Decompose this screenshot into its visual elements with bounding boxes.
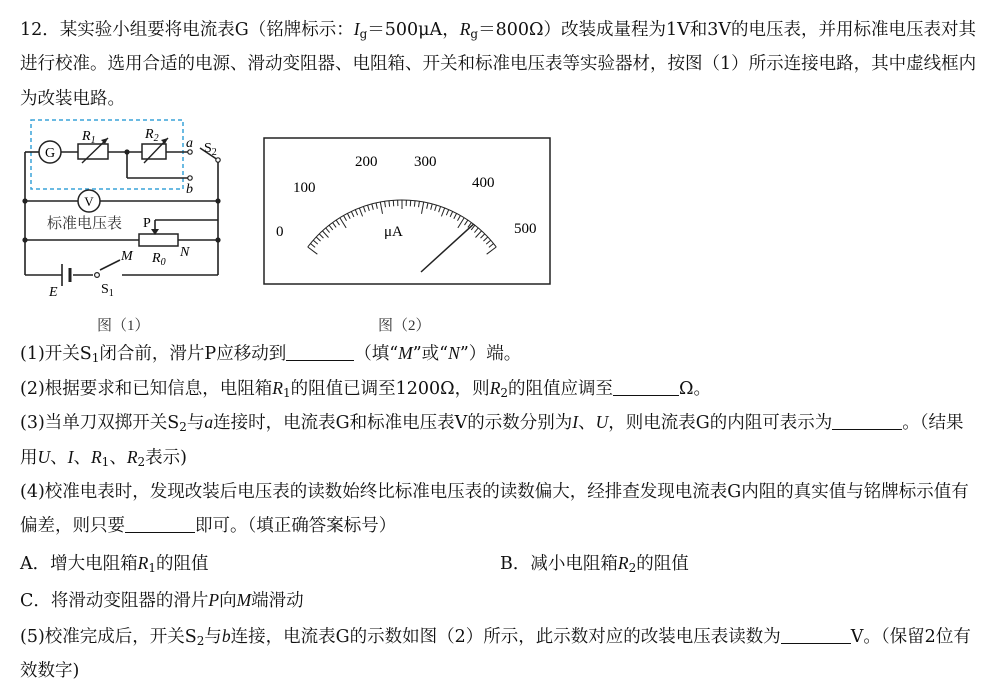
- terminal-a-label: a: [186, 136, 193, 151]
- tick-label-400: 400: [472, 175, 495, 191]
- r2-resistor-box: [142, 144, 166, 159]
- question-4-line-2: 偏差，则只要 即可。（填正确答案标号）: [20, 516, 397, 536]
- question-3: (3)当单刀双掷开关$S_2$与a连接时，电流表G和标准电压表V的示数分别为I、U，则电流表G的内阻可表示为 。（结果: [20, 412, 964, 434]
- option-c[interactable]: C．将滑动变阻器的滑片P向M端滑动: [20, 590, 304, 611]
- terminal-b-label: b: [186, 182, 193, 197]
- answer-blank-3[interactable]: [832, 413, 902, 430]
- s2-label: $S_2$: [204, 141, 217, 158]
- rg-subscript: g: [470, 27, 479, 41]
- answer-blank-4[interactable]: [125, 516, 195, 533]
- ig-symbol: I: [353, 19, 360, 39]
- answer-blank-5[interactable]: [781, 627, 851, 644]
- rg-value: ＝800Ω）改装成量程为1V和3V的电压表，并用标准电压表对其: [478, 20, 977, 40]
- circuit-diagram: [0, 112, 240, 334]
- s1-label: $S_1$: [101, 282, 114, 299]
- r2-label: $R_2$: [145, 127, 159, 144]
- switch-s1-icon: [95, 273, 100, 278]
- rheostat-r0-box: [139, 234, 178, 246]
- answer-blank-2[interactable]: [613, 379, 679, 396]
- ig-value: ＝500μA，: [367, 20, 460, 40]
- end-n-label: N: [180, 245, 190, 260]
- r1-label: $R_1$: [82, 129, 96, 146]
- battery-e-label: E: [49, 285, 58, 300]
- question-3-line-2: 用U、I、$R_1$、$R_2$表示): [20, 447, 187, 469]
- question-1: (1)开关$S_1$闭合前，滑片P应移动到 （填“M”或“N”）端。: [20, 343, 522, 365]
- v-label: V: [84, 194, 94, 209]
- g-label: G: [44, 146, 56, 161]
- ig-subscript: g: [359, 27, 368, 41]
- standard-voltmeter-label: 标准电压表: [47, 216, 123, 232]
- problem-line-3: 为改装电路。: [20, 89, 125, 109]
- unit-label: μA: [384, 224, 403, 240]
- question-5-line-2: 效数字): [20, 661, 80, 681]
- problem-number: 12．: [20, 20, 60, 40]
- rg-symbol: R: [459, 19, 471, 39]
- tick-label-500: 500: [514, 221, 537, 237]
- figure1-caption: 图（1）: [97, 318, 150, 334]
- meter-dial: [255, 132, 565, 337]
- end-m-label: M: [121, 249, 133, 264]
- r0-label: $R_0$: [152, 251, 166, 268]
- intro-text: 某实验小组要将电流表G（铭牌标示：: [59, 20, 354, 40]
- figure2-caption: 图（2）: [378, 318, 431, 334]
- tick-label-300: 300: [414, 154, 437, 170]
- dial-tick: [389, 201, 390, 207]
- question-4: (4)校准电表时，发现改装后电压表的读数始终比标准电压表的读数偏大，经排查发现电流表G内阻的真实值与铭牌标示值有: [20, 482, 969, 502]
- tick-label-0: 0: [276, 224, 284, 240]
- meter-frame: [264, 138, 550, 284]
- question-2: (2)根据要求和已知信息，电阻箱$R_1$的阻值已调至1200Ω，则$R_2$的阻值应调至 Ω。: [20, 378, 712, 400]
- problem-line-1: [20, 17, 976, 46]
- problem-line-2: 进行校准。选用合适的电源、滑动变阻器、电阻箱、开关和标准电压表等实验器材，按图（1）所示连接电路，其中虚线框内: [20, 54, 977, 74]
- option-a[interactable]: A．增大电阻箱$R_1$的阻值: [20, 553, 209, 575]
- tick-label-100: 100: [293, 180, 316, 196]
- question-5: (5)校准完成后，开关$S_2$与b连接，电流表G的示数如图（2）所示，此示数对应的改装电压表读数为 V。（保留2位有: [20, 626, 971, 648]
- tick-label-200: 200: [355, 154, 378, 170]
- slider-p-label: P: [143, 216, 151, 231]
- answer-blank-1[interactable]: [286, 344, 354, 361]
- dial-tick: [414, 201, 415, 207]
- option-b[interactable]: B．减小电阻箱$R_2$的阻值: [500, 553, 689, 575]
